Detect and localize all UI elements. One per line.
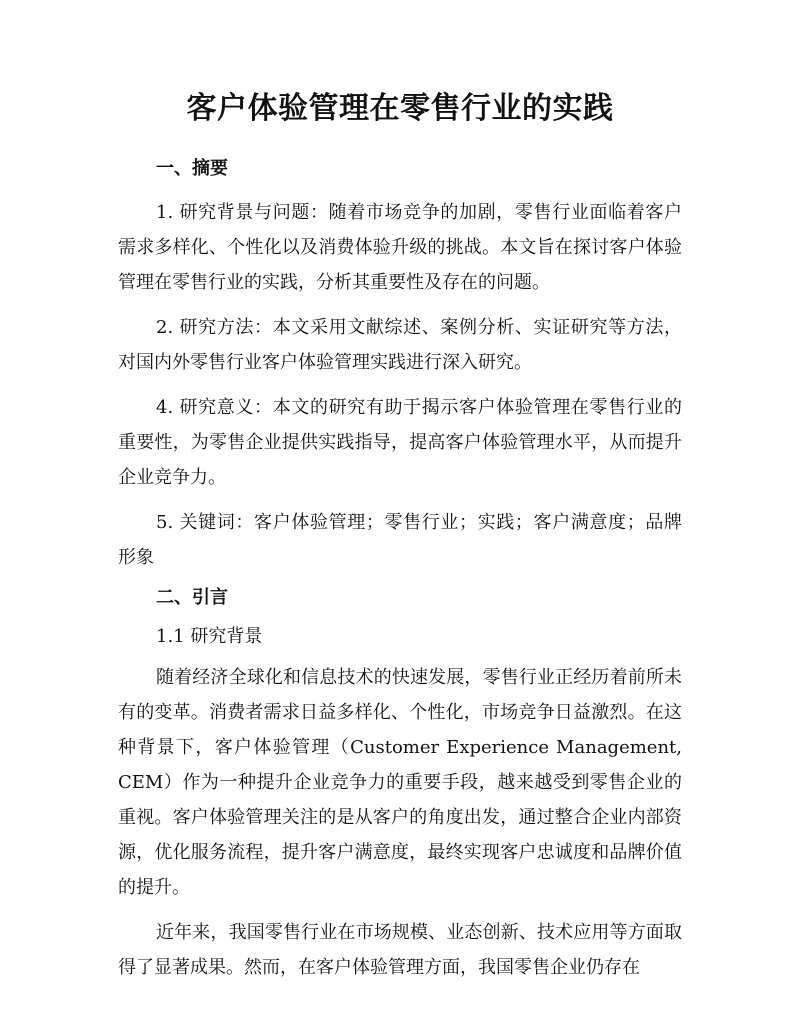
abstract-item: 4. 研究意义：本文的研究有助于揭示客户体验管理在零售行业的重要性，为零售企业提供实践指导，提高客户体验管理水平，从而提升企业竞争力。 xyxy=(118,397,682,488)
introduction-paragraph: 近年来，我国零售行业在市场规模、业态创新、技术应用等方面取得了显著成果。然而，在客户体验管理方面，我国零售企业仍存在 xyxy=(118,922,682,978)
subsection-heading-research-background: 1.1 研究背景 xyxy=(156,626,263,647)
introduction-paragraph: 随着经济全球化和信息技术的快速发展，零售行业正经历着前所未有的变革。消费者需求日益多样化、个性化，市场竞争日益激烈。在这种背景下，客户体验管理（Customer Experience Management, CEM）作为一种提升企业竞争力的重要手段，越来越受到零售企业的重视。客户体验管理关注的是从客户的角度出发，通过整合企业内部资源，优化服务流程，提升客户满意度，最终实现客户忠诚度和品牌价值的提升。 xyxy=(118,667,682,898)
section-heading-abstract: 一、摘要 xyxy=(156,158,228,179)
document-title: 客户体验管理在零售行业的实践 xyxy=(186,91,614,126)
abstract-item: 5. 关键词：客户体验管理；零售行业；实践；客户满意度；品牌形象 xyxy=(118,512,682,568)
abstract-item: 1. 研究背景与问题：随着市场竞争的加剧，零售行业面临着客户需求多样化、个性化以及消费体验升级的挑战。本文旨在探讨客户体验管理在零售行业的实践，分析其重要性及存在的问题。 xyxy=(118,202,682,293)
section-heading-introduction: 二、引言 xyxy=(156,587,228,608)
abstract-item: 2. 研究方法：本文采用文献综述、案例分析、实证研究等方法，对国内外零售行业客户体验管理实践进行深入研究。 xyxy=(118,317,682,373)
